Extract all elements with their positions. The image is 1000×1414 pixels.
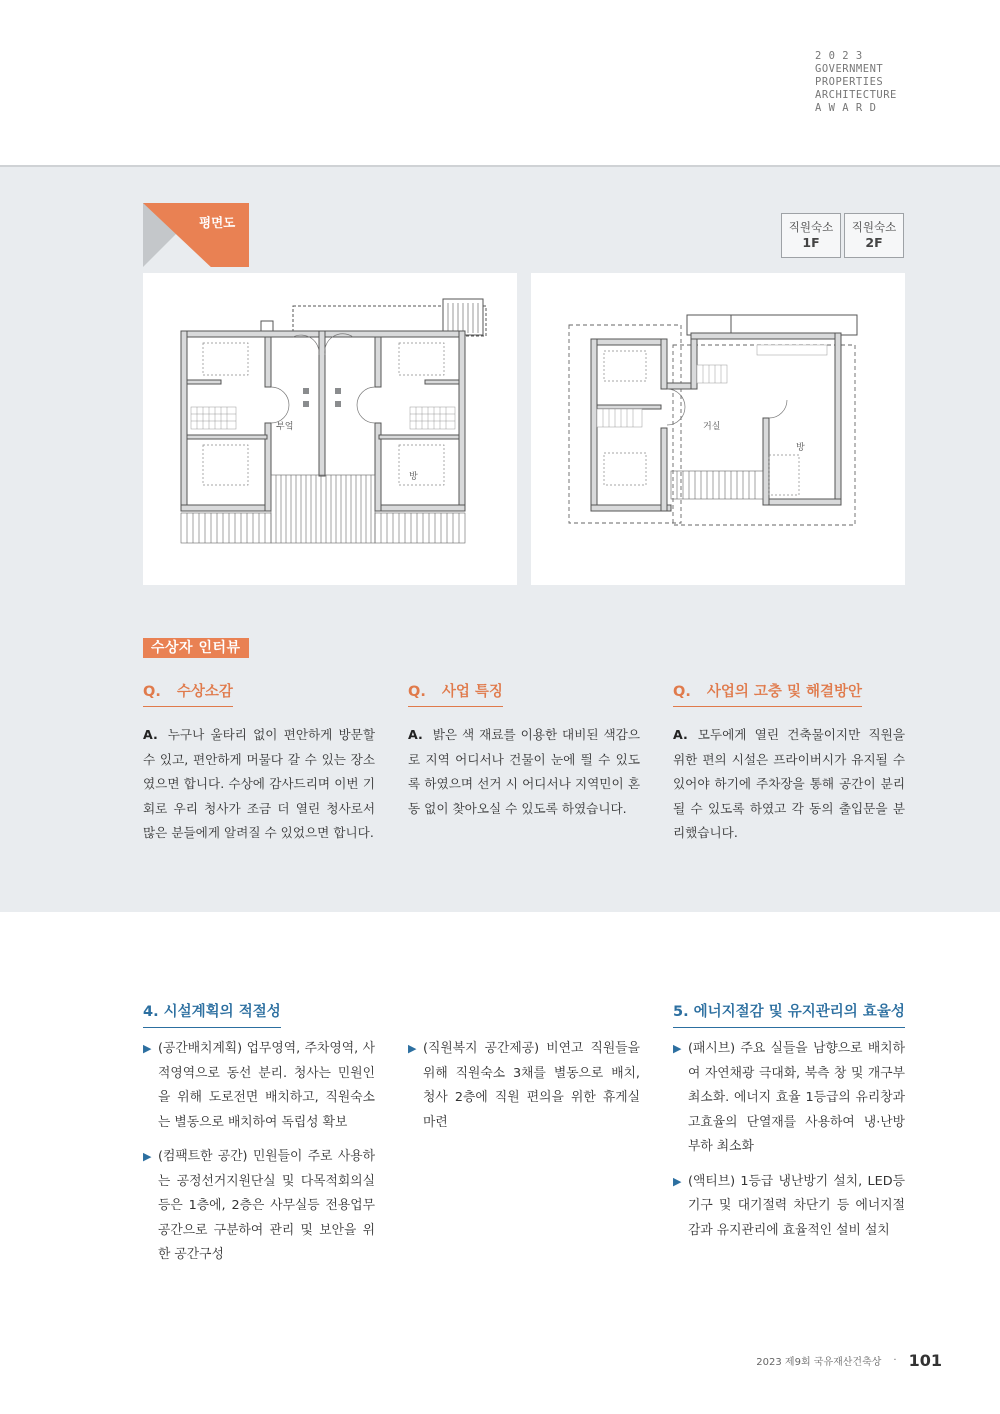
question-text: 사업 특징 (441, 684, 503, 700)
award-line: ARCHITECTURE (815, 89, 897, 101)
award-line: A W A R D (815, 102, 877, 114)
q-prefix: Q. (673, 684, 691, 700)
list-item (408, 1037, 640, 1135)
list-item-text: (패시브) 주요 실들을 남향으로 배치하여 자연채광 극대화, 북측 창 및 개구부 최소화. 에너지 효율 1등급의 유리창과 고효율의 단열재를 사용하여 냉·난방 부하 최소화 (688, 1041, 905, 1154)
interview-item (143, 680, 375, 846)
tab-dormitory-2f[interactable] (844, 213, 904, 258)
interview-item (408, 680, 640, 821)
a-prefix: A. (673, 727, 688, 742)
list-item-text: (직원복지 공간제공) 비연고 직원들을 위해 직원숙소 3채를 별동으로 배치, 청사 2층에 직원 편의을 위한 휴게실 마련 (423, 1041, 640, 1130)
answer (673, 723, 905, 846)
bullet-arrow-icon: ▶ (673, 1042, 682, 1055)
a-prefix: A. (408, 727, 423, 742)
award-line: GOVERNMENT (815, 63, 884, 75)
list-item-text: (액티브) 1등급 냉난방기 설치, LED등기구 및 대기절력 차단기 등 에너지절감과 유지관리에 효율적인 설비 설치 (688, 1173, 905, 1238)
answer (408, 723, 640, 821)
tab-floor: 2F (865, 235, 883, 250)
section5-list (673, 1037, 905, 1253)
floorplan-tag-label: 평면도 (199, 215, 236, 230)
label-room: 방 (409, 472, 418, 482)
tab-floor: 1F (802, 235, 820, 250)
answer-text: 누구나 울타리 없이 편안하게 방문할 수 있고, 편안하게 머물다 갈 수 있는 장소였으면 합니다. 수상에 감사드리며 이번 기회로 우리 청사가 조금 더 열린 청사로서 많은 분들에게 알려질 수 있었으면 합니다. (143, 727, 375, 840)
award-line: 2 0 2 3 (815, 50, 863, 62)
section4-list-col2 (408, 1037, 640, 1145)
list-item-text: (컴팩트한 공간) 민원들이 주로 사용하는 공정선거지원단실 및 다목적회의실 등은 1층에, 2층은 사무실등 전용업무 공간으로 구분하여 관리 및 보안을 위한 공간구성 (158, 1149, 375, 1262)
list-item (143, 1145, 375, 1268)
floorplan-2f (531, 273, 905, 585)
answer (143, 723, 375, 846)
award-header (815, 50, 905, 115)
answer-text: 밝은 색 재료를 이용한 대비된 색감으로 지역 어디서나 건물이 눈에 띌 수 있도록 하였으며 선거 시 어디서나 지역민이 혼동 없이 찾아오실 수 있도록 하였습니다. (408, 727, 640, 816)
bullet-arrow-icon: ▶ (143, 1150, 152, 1163)
bullet-arrow-icon: ▶ (143, 1042, 152, 1055)
floorplan-tag (143, 203, 249, 267)
floorplan-1f (143, 273, 517, 585)
tab-name: 직원숙소 (851, 220, 897, 234)
q-prefix: Q. (408, 684, 426, 700)
question-heading (673, 680, 862, 707)
list-item-text: (공간배치계획) 업무영역, 주차영역, 사적영역으로 동선 분리. 청사는 민원인을 위해 도로전면 배치하고, 직원숙소는 별동으로 배치하여 독립성 확보 (158, 1041, 375, 1130)
label-room: 방 (796, 443, 805, 453)
a-prefix: A. (143, 727, 158, 742)
footer-separator: · (893, 1355, 897, 1366)
bullet-arrow-icon: ▶ (673, 1174, 682, 1188)
q-prefix: Q. (143, 684, 161, 700)
floor-tabs (781, 213, 904, 258)
tab-name: 직원숙소 (788, 220, 834, 234)
award-line: PROPERTIES (815, 76, 884, 88)
list-item (143, 1037, 375, 1135)
section4-title: 4. 시설계획의 적절성 (143, 1000, 281, 1028)
tab-dormitory-1f[interactable] (781, 213, 841, 258)
section5-title: 5. 에너지절감 및 유지관리의 효율성 (673, 1000, 905, 1028)
list-item (673, 1037, 905, 1160)
interview-item (673, 680, 905, 846)
question-heading (143, 680, 233, 707)
section4-list-col1 (143, 1037, 375, 1278)
interview-badge: 수상자 인터뷰 (143, 638, 249, 658)
answer-text: 모두에게 열린 건축물이지만 직원을 위한 편의 시설은 프라이버시가 유지될 수 있어야 하기에 주차장을 통해 공간이 분리될 수 있도록 하였고 각 동의 출입문을 분리했습니다. (673, 727, 905, 840)
footer-text: 2023 제9회 국유재산건축상 (756, 1357, 882, 1368)
question-text: 사업의 고충 및 해결방안 (706, 684, 863, 700)
bullet-arrow-icon: ▶ (408, 1042, 417, 1055)
question-heading (408, 680, 503, 707)
page-number: 101 (908, 1351, 942, 1370)
label-kitchen: 부엌 (276, 422, 294, 432)
label-living: 거실 (703, 422, 721, 432)
floorplan-1f-drawing (143, 273, 517, 585)
page-footer (756, 1351, 942, 1370)
question-text: 수상소감 (176, 684, 233, 700)
list-item (673, 1170, 905, 1244)
